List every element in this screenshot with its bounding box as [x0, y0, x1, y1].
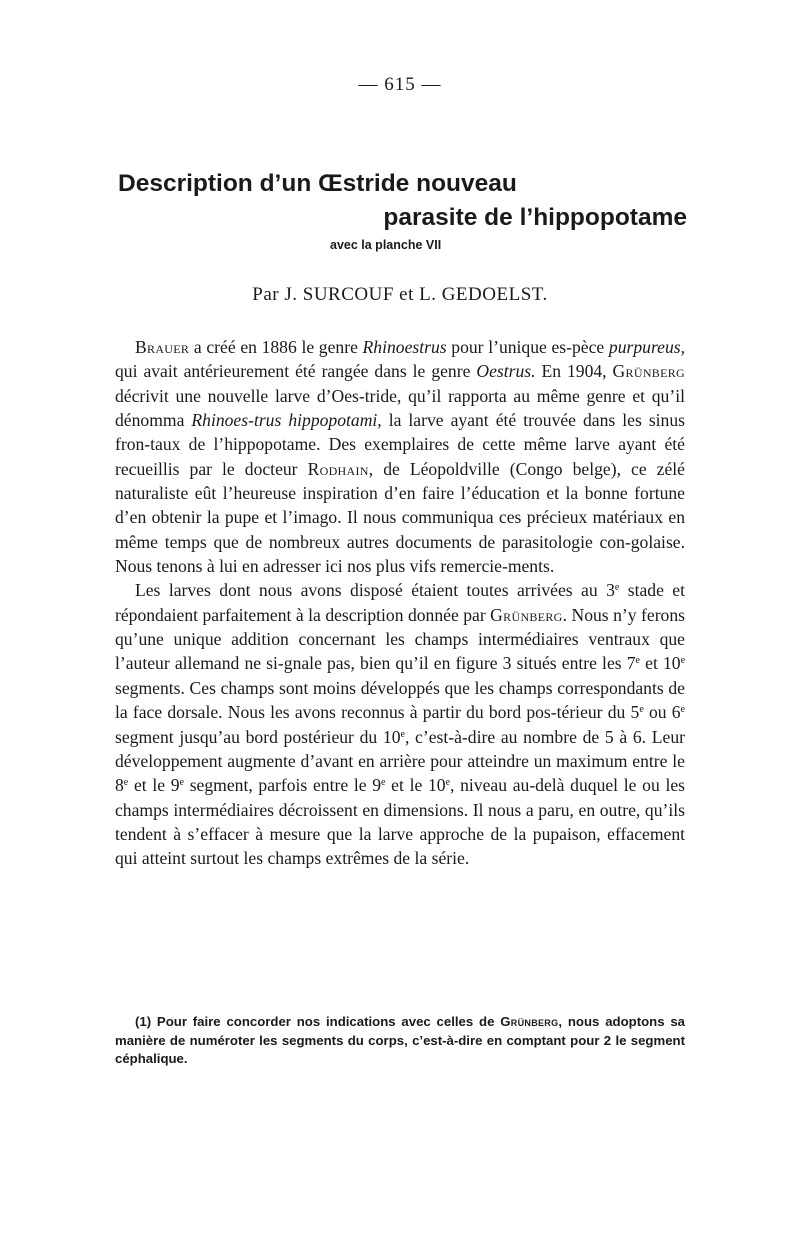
ordinal-sup: e — [400, 728, 405, 740]
text-span: , nous adoptons sa manière de numéroter les segments du corps, c’est-à-dire en comptant pour 2 le segment céphalique. — [115, 1014, 686, 1066]
article-title-line-2: parasite de l’hippopotame — [383, 204, 687, 231]
text-span: Les larves dont nous avons disposé étaient toutes arrivées au 3 — [135, 580, 615, 601]
text-span: En 1904, — [535, 361, 613, 382]
body-paragraph-1 — [115, 335, 685, 578]
body-paragraph-2 — [115, 578, 685, 870]
person-name-rodhain: Rodhain — [307, 458, 369, 479]
article-title-line-1: Description d’un Œstride nouveau — [118, 170, 517, 197]
ordinal-sup: e — [123, 777, 129, 789]
text-span: , de Léopoldville (Congo belge), ce zélé naturaliste eût l’heureuse inspiration d’en faire l’éducation et la bonne fortune d’en obtenir la pupe et l’imago. Il nous communiqua ces précieux matériaux en même temps que de nombreux autres documents de parasitologie con-golaise. Nous tenons à lui en adresser ici nos plus vifs remercie-ments. — [115, 458, 685, 577]
text-span: , niveau au-delà duquel le ou les champs intermédiaires décroissent en dimensions. Il nous a paru, en outre, qu’ils tendent à s’effacer à mesure que la larve approche de la pupaison, effacement qui atteint surtout les champs extrêmes de la série. — [115, 775, 685, 869]
author-name-grunberg: Grünberg — [612, 361, 685, 382]
page-number: — 615 — — [358, 74, 442, 95]
genus-name: Rhinoestrus — [362, 337, 447, 357]
author-name-grunberg: Grünberg — [500, 1014, 559, 1029]
article-authors: Par J. SURCOUF et L. GEDOELST. — [252, 284, 548, 305]
ordinal-sup: e — [614, 582, 620, 594]
ordinal-sup: e — [635, 655, 640, 667]
text-span: (1) Pour faire concorder nos indications avec celles de — [135, 1014, 501, 1029]
text-span: a créé en 1886 le genre — [189, 337, 363, 357]
species-name: Rhinoes-trus hippopotami, — [191, 410, 382, 431]
author-name-brauer: Brauer — [135, 337, 190, 357]
text-span: qui avait antérieurement été rangée dans le genre — [115, 361, 477, 382]
footnote — [115, 1013, 685, 1069]
text-span: segments. Ces champs sont moins développés que les champs correspondants de la face dorsale. Nous les avons reconnus à partir du bord pos-térieur du 5 — [115, 677, 685, 723]
ordinal-sup: e — [445, 777, 451, 789]
ordinal-sup: e — [179, 777, 184, 789]
text-span: décrivit une nouvelle larve d’Oes-tride, qu’il rapporta au même genre et qu’il dénomma — [115, 385, 685, 431]
ordinal-sup: e — [381, 777, 386, 789]
text-span: et le 9 — [128, 775, 180, 796]
text-span: et le 10 — [385, 775, 446, 796]
article-body — [115, 335, 685, 871]
text-span: segment jusqu’au bord postérieur du 10 — [115, 726, 401, 747]
ordinal-sup: e — [680, 704, 685, 716]
text-span: pour l’unique es-pèce — [446, 337, 609, 357]
text-span: et 10 — [640, 653, 681, 674]
ordinal-sup: e — [680, 655, 686, 667]
article-subtitle: avec la planche VII — [330, 238, 442, 252]
text-span: , c’est-à-dire au nombre de 5 à 6. Leur développement augmente d’avant en arrière pour atteindre un maximum entre le 8 — [115, 726, 685, 796]
species-name: purpureus, — [608, 337, 685, 357]
text-span: stade et répondaient parfaitement à la description donnée par — [115, 580, 685, 625]
text-span: ou 6 — [643, 702, 681, 723]
genus-name: Oestrus. — [476, 361, 536, 382]
text-span: la larve ayant été trouvée dans les sinus fron-taux de l’hippopotame. Des exemplaires de cette même larve ayant été recueillis par le docteur — [115, 410, 685, 479]
text-span: segment, parfois entre le 9 — [184, 775, 382, 796]
author-name-grunberg: Grünberg — [490, 604, 563, 625]
ordinal-sup: e — [639, 704, 644, 716]
text-span: . Nous n’y ferons qu’une unique addition concernant les champs intermédiaires ventraux que l’auteur allemand ne si-gnale pas, bien qu’il en figure 3 situés entre les 7 — [115, 604, 685, 674]
